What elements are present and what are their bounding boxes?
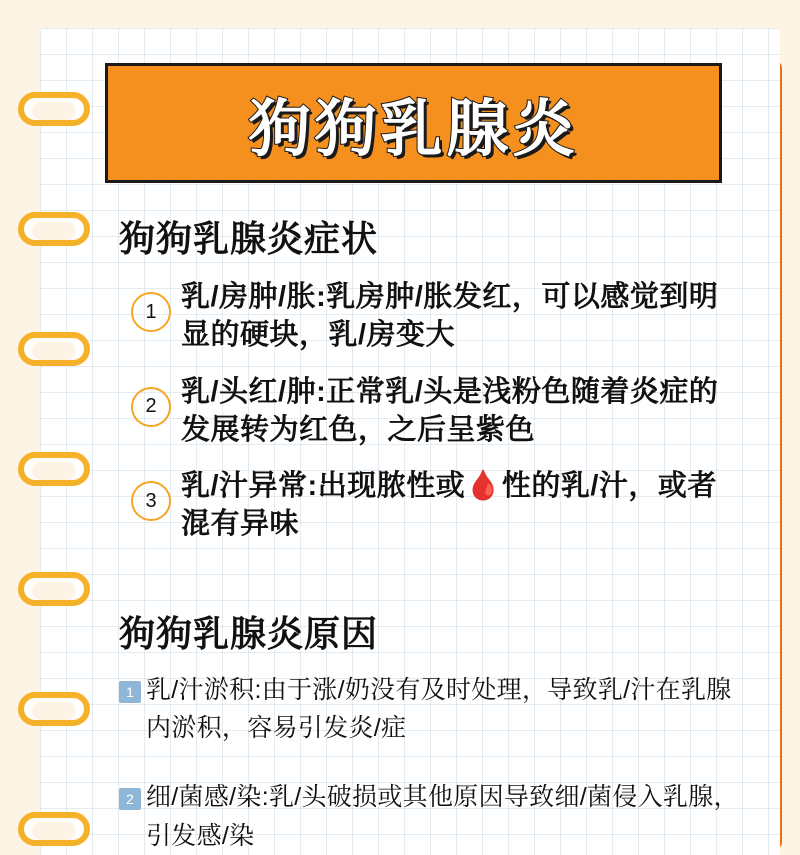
list-item-text: 乳/房肿/胀:乳房肿/胀发红，可以感觉到明显的硬块，乳/房变大: [181, 281, 719, 352]
spiral-ring: [18, 572, 90, 606]
list-item-number: 2: [131, 387, 171, 427]
list-item-number: 2: [119, 788, 141, 810]
page-content: [105, 28, 745, 855]
list-item-number: 1: [119, 681, 141, 703]
list-item-number: 1: [131, 292, 171, 332]
list-item-text: 乳/汁淤积:由于涨/奶没有及时处理，导致乳/汁在乳腺内淤积，容易引发炎/症: [146, 675, 732, 743]
list-item-text: 细/菌感/染:乳/头破损或其他原因导致细/菌侵入乳腺，引发感/染: [146, 783, 739, 850]
spiral-ring: [18, 332, 90, 366]
list-item: [105, 373, 745, 450]
list-item: [105, 671, 745, 749]
list-item: [105, 278, 745, 355]
spiral-ring: [18, 812, 90, 846]
symptom-list: [105, 278, 745, 544]
list-item: [105, 467, 745, 544]
section-heading-causes: 狗狗乳腺炎原因: [119, 612, 379, 654]
list-item-text: 乳/头红/肿:正常乳/头是浅粉色随着炎症的发展转为红色，之后呈紫色: [181, 375, 719, 446]
spiral-ring: [18, 92, 90, 126]
title-banner: [105, 63, 722, 183]
section-heading-symptoms: 狗狗乳腺炎症状: [119, 218, 379, 259]
page-title: 狗狗乳腺炎: [248, 94, 579, 164]
cause-list: [105, 671, 745, 855]
list-item: [105, 778, 745, 855]
list-item-number: 3: [131, 481, 171, 521]
list-item-text: 乳/汁异常:出现脓性或🩸性的乳/汁，或者混有异味: [181, 470, 717, 541]
spiral-ring: [18, 212, 90, 246]
spiral-ring: [18, 452, 90, 486]
spiral-ring: [18, 692, 90, 726]
